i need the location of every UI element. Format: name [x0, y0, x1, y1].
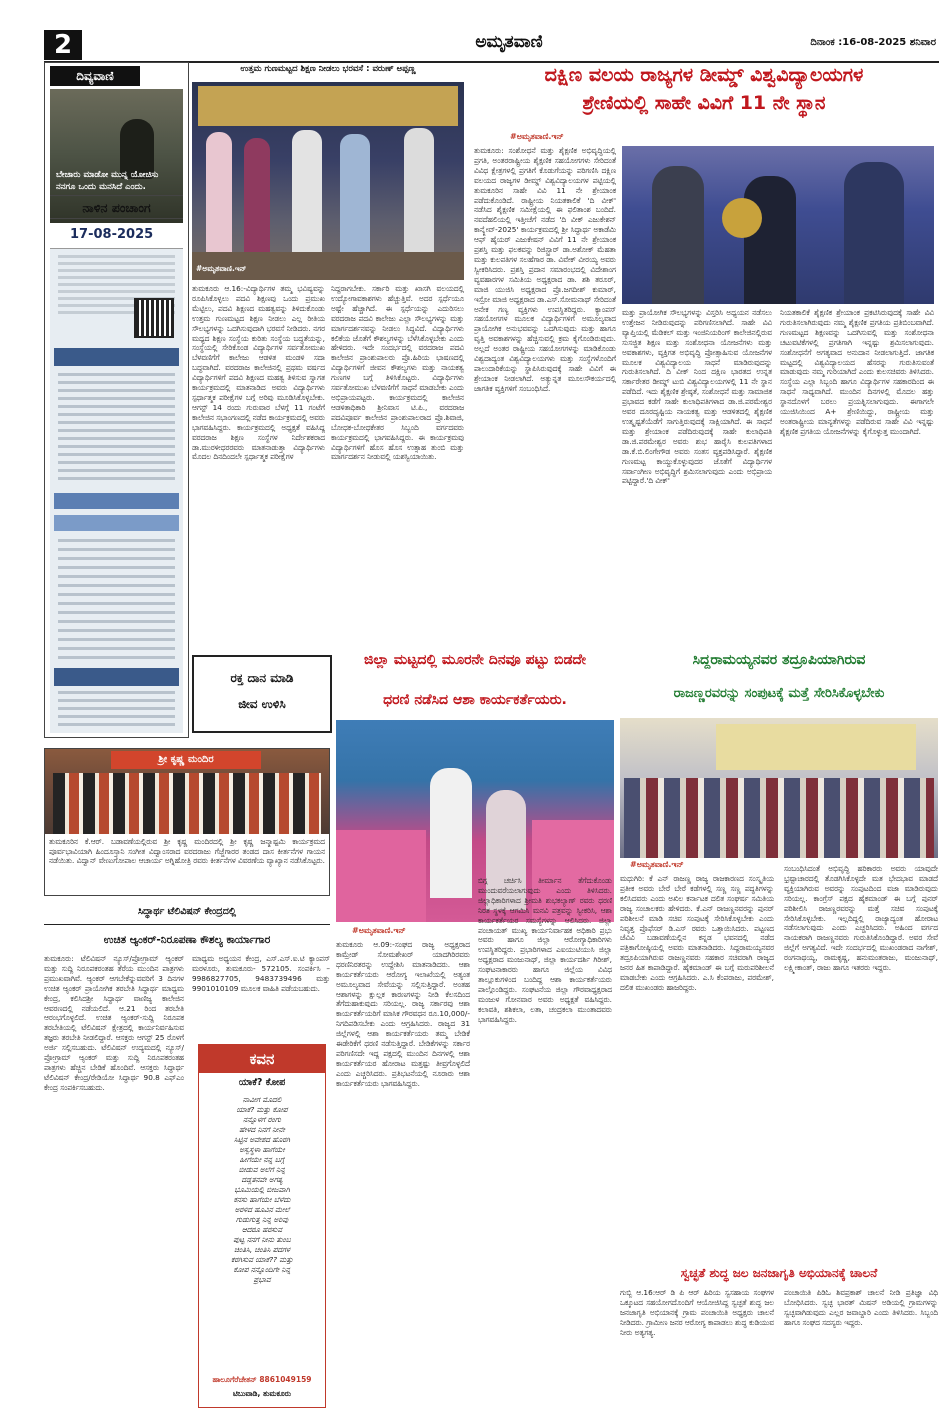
- protest-man: [430, 768, 472, 898]
- rajanna-col1: ಮಧುಗಿರಿ: ಕೆ ಎನ್ ರಾಜಣ್ಣ ರಾಜ್ಯ ರಾಜಕಾರಣದ ಸಂಸ್ಕೃತಿಯ ಪ್ರತೀಕ ಅವರು ಬೇರೆ ಬೇರೆ ಕಡೆಗಳಲ್ಲಿ ಸಣ್ಣ ಸಣ್ಣ ಪದ್ಧತಿಗಳನ್ನು ಕಲಿಸಿದವರು ಎಂದು ಅಖಿಲ ಕರ್ನಾಟಕ ದಲಿತ ಸಂಘರ್ಷ ಸಮಿತಿಯ ರಾಜ್ಯ ಸಂಚಾಲಕರು ಹೇಳಿದರು. ಕೆ.ಎನ್ ರಾಜಣ್ಣನವರನ್ನು ಪುನರ್ ಪರಿಶೀಲನೆ ಮಾಡಿ ಸಚಿವ ಸಂಪುಟಕ್ಕೆ ಸೇರಿಸಿಕೊಳ್ಳಬೇಕು ಎಂದು ನಿವೃತ್ತ ಪ್ರೊಫೆಸರ್ ಡಿ.ಎಸ್ ರವರು ಒತ್ತಾಯಿಸಿದರು. ಪಟ್ಟಣದ ಜೆವಿವಿ ಬಡಾವಣೆಯಲ್ಲಿನ ಕನ್ನಡ ಭವನದಲ್ಲಿ ನಡೆದ ಪತ್ರಿಕಾಗೋಷ್ಠಿಯಲ್ಲಿ ಅವರು ಮಾತನಾಡಿದರು. ಸಿದ್ದರಾಮಯ್ಯನವರ ತದ್ರೂಪಿಯಾಗಿರುವ ರಾಜಣ್ಣನವರು ಸಹಕಾರ ಸಚಿವರಾಗಿ ರಾಜ್ಯದ ಜನರ ಹಿತ ಕಾಪಾಡಿದ್ದಾರೆ. ಹೈಕಮಾಂಡ್ ಈ ಬಗ್ಗೆ ಮರುಪರಿಶೀಲನೆ ಮಾಡಬೇಕು ಎಂದು ಆಗ್ರಹಿಸಿದರು. ಎ.ಸಿ ಕೆಂಪರಾಜು, ಪರಮೇಶ್, ದಲಿತ ಮುಖಂಡರು ಹಾಜರಿದ್ದರು.: [620, 874, 774, 992]
- sahe-byline: #ಅಮೃತವಾಣಿ.ಇನ್: [510, 132, 564, 141]
- calendar-lines-bottom: [58, 691, 175, 727]
- person-5: [404, 128, 434, 254]
- calendar-qr-code: [134, 298, 174, 338]
- siddharth-headline: ಉಚಿತ ಆ್ಯಂಕರ್-ನಿರೂಪಣಾ ಕೌಶಲ್ಯ ಕಾರ್ಯಾಗಾರ: [103, 934, 271, 946]
- article-krishna: [44, 748, 330, 896]
- blood-donation-box: [192, 655, 332, 733]
- stage-banner: [198, 86, 458, 126]
- calendar-band-3: [54, 515, 179, 531]
- sahe-col1: ತುಮಕೂರು: ಸಂಶೋಧನೆ ಮತ್ತು ಶೈಕ್ಷಣಿಕ ಅಭಿವೃದ್ಧಿಯಲ್ಲಿ ಪ್ರಗತಿ, ಅಂತರರಾಷ್ಟ್ರೀಯ ಶೈಕ್ಷಣಿಕ ಸಹಯೋಗಗಳು ಸೇರಿದಂತೆ ವಿವಿಧ ಕ್ಷೇತ್ರಗಳಲ್ಲಿ ಪ್ರಗತಿಗೆ ಕೊಡುಗೆಯನ್ನು ಪರಿಗಣಿಸಿ ದಕ್ಷಿಣ ವಲಯದ ರಾಜ್ಯಗಳ ಡೀಮ್ಡ್ ವಿಶ್ವವಿದ್ಯಾಲಯಗಳ ಪಟ್ಟಿಯಲ್ಲಿ ತುಮಕೂರಿನ ಸಾಹೇ ವಿವಿ 11 ನೇ ಶ್ರೇಯಾಂಕ ಪಡೆದುಕೊಂಡಿದೆ. ರಾಷ್ಟ್ರೀಯ ನಿಯತಕಾಲಿಕೆ 'ದಿ ವೀಕ್' ನಡೆಸಿದ ಶೈಕ್ಷಣಿಕ ಸಮೀಕ್ಷೆಯಲ್ಲಿ ಈ ಫಲಿತಾಂಶ ಬಂದಿದೆ. ನವದೆಹಲಿಯಲ್ಲಿ ಇತ್ತೀಚೆಗೆ ನಡೆದ 'ದಿ ವೀಕ್ ಎಜುಕೇಶನ್ ಕಾನ್ಕ್ಲೇವ್-2025' ಕಾರ್ಯಕ್ರಮದಲ್ಲಿ ಶ್ರೀ ಸಿದ್ಧಾರ್ಥ ಅಕಾಡೆಮಿ ಆಫ್ ಹೈಯರ್ ಎಜುಕೇಷನ್ ವಿವಿಗೆ 11 ನೇ ಶ್ರೇಯಾಂಕ ಪ್ರಶಸ್ತಿ ಮತ್ತು ಫಲಕವನ್ನು ರಿಜಿಸ್ಟ್ರಾರ್ ಡಾ.ಅಶೋಕ್ ಮೆಹತಾ ಮತ್ತು ಕುಲಪತಿಗಳ ಸಲಹೆಗಾರ ಡಾ. ವಿವೇಕ್ ವೀರಯ್ಯ ಅವರು ಸ್ವೀಕರಿಸಿದರು. ಪ್ರಶಸ್ತಿ ಪ್ರದಾನ ಸಮಾರಂಭದಲ್ಲಿ ವಿದೇಶಾಂಗ ವ್ಯವಹಾರಗಳ ಸಮಿತಿಯ ಅಧ್ಯಕ್ಷರಾದ ಡಾ. ಶಶಿ ತರೂರ್, ಮಾಜಿ ಯುಜಿಸಿ ಅಧ್ಯಕ್ಷರಾದ ಪ್ರೊ.ಜಗದೀಶ್ ಕುಮಾರ್, ಇಸ್ರೋ ಮಾಜಿ ಅಧ್ಯಕ್ಷರಾದ ಡಾ.ಎಸ್.ಸೋಮನಾಥ್ ಸೇರಿದಂತೆ ಅನೇಕ ಗಣ್ಯ ವ್ಯಕ್ತಿಗಳು ಉಪಸ್ಥಿತರಿದ್ದರು. ಕ್ಯಾಂಪಸ್ ಸಹಯೋಗಗಳ ಮೂಲಕ ವಿದ್ಯಾರ್ಥಿಗಳಿಗೆ ಅಮೂಲ್ಯವಾದ ಪ್ರಾಯೋಗಿಕ ಅನುಭವವನ್ನು ಒದಗಿಸುವುದು ಮತ್ತು ಹಾಗೂ ವೃತ್ತಿ ಅವಕಾಶಗಳನ್ನು ಹೆಚ್ಚಿಸುವಲ್ಲಿ ಕ್ರಮ ಕೈಗೊಂಡಿರುವುದು. ಅಲ್ಲದೆ ಅಂತರ ರಾಷ್ಟ್ರೀಯ ಸಹಯೋಗಗಳನ್ನು ಮಾಡಿಕೊಂಡು ವಿಶ್ವದಾದ್ಯಂತ ವಿಶ್ವವಿದ್ಯಾಲಯಗಳು ಮತ್ತು ಸಂಸ್ಥೆಗಳೊಂದಿಗೆ ಪಾಲುದಾರಿಕೆಯನ್ನು ಸ್ಥಾಪಿಸಿರುವುದಕ್ಕೆ ಸಾಹೇ ವಿವಿಗೆ ಈ ಶ್ರೇಯಾಂಕ ನೀಡಲಾಗಿದೆ. ಅತ್ಯುನ್ನತ ಮೂಲಸೌಕರ್ಯದಲ್ಲಿ ಜಾಗತಿಕ ವ್ಯಕ್ತಿಗಳಿಗೆ ಸಂಬಂಧಿಸಿದೆ.: [474, 146, 616, 393]
- rajanna-meeting-photo: [620, 718, 938, 858]
- kavana-place: ಟಿಬುವಾಡಿ, ತುಮಕೂರು: [232, 1389, 291, 1398]
- sahe-headline-1: ದಕ್ಷಿಣ ವಲಯ ರಾಜ್ಯಗಳ ಡೀಮ್ಡ್ ವಿಶ್ವವಿದ್ಯಾಲಯಗಳ: [544, 64, 864, 86]
- temple-people: [53, 773, 321, 834]
- rajanna-byline: #ಅಮೃತವಾಣಿ.ಇನ್: [630, 860, 684, 869]
- kavana-box: [198, 1044, 326, 1408]
- calendar-lines-low: [58, 539, 175, 659]
- rajanna-col2: ಸಂಬಂಧಿಸಿದಂತೆ ಅಭಿವೃದ್ಧಿ ಹರಿಕಾರರು ಅವರು ಯಾವುದೇ ಭ್ರಷ್ಟಾಚಾರದಲ್ಲಿ ತೊಡಗಿಸಿಕೊಳ್ಳದೇ ಮತ ಭೇದಭಾವ ಮಾಡದೆ ವ್ಯಕ್ತಿಯಾಗಿರುವ ಅವರನ್ನು ಸಂಪುಟದಿಂದ ವಜಾ ಮಾಡಿರುವುದು ಸರಿಯಲ್ಲ. ಕಾಂಗ್ರೆಸ್ ಪಕ್ಷದ ಹೈಕಮಾಂಡ್ ಈ ಬಗ್ಗೆ ಪುನರ್ ಪರಿಶೀಲಿಸಿ ರಾಜಣ್ಣರವರನ್ನು ಮತ್ತೆ ಸಚಿವ ಸಂಪುಟಕ್ಕೆ ಸೇರಿಸಿಕೊಳ್ಳಬೇಕು. ಇಲ್ಲದಿದ್ದಲ್ಲಿ ರಾಜ್ಯಾದ್ಯಂತ ಹೋರಾಟ ನಡೆಸಲಾಗುವುದು ಎಂದು ಎಚ್ಚರಿಸಿದರು. ಅಹಿಂದ ವರ್ಗದ ನಾಯಕರಾಗಿ ರಾಜಣ್ಣನವರು ಗುರುತಿಸಿಕೊಂಡಿದ್ದಾರೆ. ಅವರ ಸೇವೆ ಜಿಲ್ಲೆಗೆ ಅಗತ್ಯವಿದೆ. ಇದೇ ಸಂದರ್ಭದಲ್ಲಿ ಮುಖಂಡರಾದ ನಾಗೇಶ್, ರಂಗನಾಥಯ್ಯ, ರಾಮಕೃಷ್ಣ, ಹನುಮಂತರಾಜು, ಮಂಜುನಾಥ್, ಲಕ್ಷ್ಮೀಕಾಂತ್, ರಾಜು ಹಾಗೂ ಇತರರು ಇದ್ದರು.: [784, 864, 938, 973]
- person-4: [340, 134, 370, 254]
- rajanna-headline-2: ರಾಜಣ್ಣರವರನ್ನು ಸಂಪುಟಕ್ಕೆ ಮತ್ತೆ ಸೇರಿಸಿಕೊಳ್ಳಬೇಕು: [673, 686, 885, 701]
- kavana-title: ಕವನ: [199, 1045, 325, 1073]
- masthead-title: ಅಮೃತವಾಣಿ: [475, 32, 543, 52]
- siddharth-col1: ತುಮಕೂರು: ಟೆಲಿವಿಷನ್ ನ್ಯೂಸ್/ಪ್ರೋಗ್ರಾಮ್ ಆ್ಯಂಕರ್ ಮತ್ತು ಸುದ್ದಿ ನಿರೂಪಕರಂತಹ ತೆರೆಯ ಮುಂದಿನ ಪಾತ್ರಗಳು ಪ್ರಮುಖವಾಗಿವೆ. ಆ್ಯಂಕರ್ ಆಗಬೇಕೆನ್ನುವವರಿಗೆ 3 ದಿನಗಳ ಉಚಿತ ಆ್ಯಂಕರ್ ಪ್ರಾಯೋಗಿಕ ತರಬೇತಿ ಸಿದ್ಧಾರ್ಥ ಮಾಧ್ಯಮ ಕೇಂದ್ರ, ಕಲಿಸಿದಶ್ರೀ ಸಿದ್ಧಾರ್ಥ ವಾಣಿಜ್ಯ ಕಾಲೇಜಿನ ಆವರಣದಲ್ಲಿ ನಡೆಯಲಿದೆ. ಆ.21 ರಿಂದ ತರಬೇತಿ ಆರಂಭಗೊಳ್ಳಲಿದೆ. ಉಚಿತ ಆ್ಯಂಕರ್-ಸುದ್ದಿ ನಿರೂಪಕ ತರಬೇತಿಯಲ್ಲಿ ಟೆಲಿವಿಷನ್ ಕ್ಷೇತ್ರದಲ್ಲಿ ಕಾರ್ಯನಿರ್ವಹಿಸುವ ತಜ್ಞರು ತರಬೇತಿ ನೀಡಲಿದ್ದಾರೆ. ಆಸಕ್ತರು ಆಗಸ್ಟ್ 25 ರೊಳಗೆ ಅರ್ಜಿ ಸಲ್ಲಿಸಬಹುದು. ಟೆಲಿವಿಷನ್ ಉದ್ಯಮದಲ್ಲಿ ನ್ಯೂಸ್/ಪ್ರೋಗ್ರಾಮ್ ಆ್ಯಂಕರ್ ಮತ್ತು ಸುದ್ದಿ ನಿರೂಪಕರಂತಹ ಪಾತ್ರಗಳು ಹೆಚ್ಚಿನ ಬೇಡಿಕೆ ಹೊಂದಿವೆ. ಆಸಕ್ತರು ಸಿದ್ಧಾರ್ಥ ಟೆಲಿವಿಷನ್ ಕೇಂದ್ರ/ರೇಡಿಯೋ ಸಿದ್ಧಾರ್ಥ 90.8 ಎಫ್ಎಂ ಕೇಂದ್ರ ಸಂಪರ್ಕಿಸಬಹುದು.: [44, 954, 184, 1092]
- calendar-band-2: [54, 493, 179, 509]
- crowd-left: [336, 830, 426, 922]
- sahe-headline-2: ಶ್ರೇಣಿಯಲ್ಲಿ ಸಾಹೇ ವಿವಿಗೆ 11 ನೇ ಸ್ಥಾನ: [582, 92, 826, 114]
- varadaraj-col1: ತುಮಕೂರು ಆ.16:-ವಿದ್ಯಾರ್ಥಿಗಳ ತಮ್ಮ ಭವಿಷ್ಯವನ್ನು ರೂಪಿಸಿಕೊಳ್ಳಲು ಪದವಿ ಶಿಕ್ಷಣವು ಒಂದು ಪ್ರಮುಖ ಮೆಟ್ಟಿಲು, ಪದವಿ ಶಿಕ್ಷಣದ ಮಹತ್ವವನ್ನು ತಿಳಿದುಕೊಂಡು ಉತ್ತಮ ಗುಣಮಟ್ಟದ ಶಿಕ್ಷಣ ನೀಡಲು ಎಲ್ಲ ರೀತಿಯ ಸೌಲಭ್ಯಗಳನ್ನು ಒದಗಿಸುವುದಾಗಿ ಭರವಸೆ ನೀಡಿದರು. ನಗರ ಮಧ್ಯದ ಶಿಕ್ಷಣ ಸಂಸ್ಥೆಯ ಕುರಿತು ಸಂಸ್ಥೆಯ ಬದ್ಧತೆಯನ್ನು, ಸಂಸ್ಥೆಯಲ್ಲಿ ಸೇರಿಕೊಂಡ ವಿದ್ಯಾರ್ಥಿಗಳ ಸರ್ವತೋಮುಖ ಬೆಳವಣಿಗೆಗೆ ಕಾಲೇಜು ಆಡಳಿತ ಮಂಡಳಿ ಸದಾ ಬದ್ಧವಾಗಿದೆ. ವರದರಾಜ ಕಾಲೇಜಿನಲ್ಲಿ ಪ್ರಥಮ ವರ್ಷದ ವಿದ್ಯಾರ್ಥಿಗಳಿಗೆ ಪದವಿ ಶಿಕ್ಷಣದ ಮಹತ್ವ ತಿಳಿಸುವ ಸ್ವಾಗತ ಕಾರ್ಯಕ್ರಮದಲ್ಲಿ ಮಾತನಾಡಿದ ಅವರು ವಿದ್ಯಾರ್ಥಿಗಳು ಸ್ಪರ್ಧಾತ್ಮಕ ಪರೀಕ್ಷೆಗಳ ಬಗ್ಗೆ ಅರಿವು ಮೂಡಿಸಿಕೊಳ್ಳಬೇಕು. ಆಗಸ್ಟ್ 14 ರಂದು ಗುರುವಾರ ಬೆಳಗ್ಗೆ 11 ಗಂಟೆಗೆ ಕಾಲೇಜಿನ ಸಭಾಂಗಣದಲ್ಲಿ ನಡೆದ ಕಾರ್ಯಕ್ರಮದಲ್ಲಿ ಅವರು ಭಾಗವಹಿಸಿದ್ದರು. ಕಾರ್ಯಕ್ರಮದಲ್ಲಿ ಅಧ್ಯಕ್ಷತೆ ವಹಿಸಿದ್ದ ವರದರಾಜ ಶಿಕ್ಷಣ ಸಂಸ್ಥೆಗಳ ನಿರ್ದೇಶಕರಾದ ಡಾ.ಮುರಳೀಧರರವರು ಮಾತನಾಡುತ್ತಾ ವಿದ್ಯಾರ್ಥಿಗಳು ಮೊದಲ ದಿನದಿಂದಲೇ ಸ್ಪರ್ಧಾತ್ಮಕ ಪರೀಕ್ಷೆಗಳ: [192, 284, 325, 462]
- kavana-author: ಹಾಲೂಗೆರೆಚೇತನ್ 8861049159: [212, 1375, 312, 1384]
- krishna-photo: [45, 749, 329, 834]
- varadaraj-col2: ನಿದ್ದರಾಗಬೇಕು. ಸರ್ಕಾರಿ ಮತ್ತು ಖಾಸಗಿ ವಲಯದಲ್ಲಿ ಉದ್ಯೋಗಾವಕಾಶಗಳು ಹೆಚ್ಚುತ್ತಿವೆ. ಅದರ ಸ್ಪರ್ಧೆಯೂ ಅಷ್ಟೇ ಹೆಚ್ಚಾಗಿದೆ. ಈ ಸ್ಪರ್ಧೆಯನ್ನು ಎದುರಿಸಲು ವರದರಾಜ ಪದವಿ ಕಾಲೇಜು ಎಲ್ಲಾ ಸೌಲಭ್ಯಗಳನ್ನು ಮತ್ತು ಮಾರ್ಗದರ್ಶನವನ್ನು ನೀಡಲು ಸಿದ್ಧವಿದೆ. ವಿದ್ಯಾರ್ಥಿಗಳು ಕಲಿಕೆಯ ಜೊತೆಗೆ ಕೌಶಲ್ಯಗಳನ್ನು ಬೆಳೆಸಿಕೊಳ್ಳಬೇಕು ಎಂದು ಹೇಳಿದರು. ಇದೇ ಸಂದರ್ಭದಲ್ಲಿ ವರದರಾಜ ಪದವಿ ಕಾಲೇಜಿನ ಪ್ರಾಂಶುಪಾಲರು ಪ್ರೊ.ಹಿರಿಯ ಭಾಷಣದಲ್ಲಿ ವಿದ್ಯಾರ್ಥಿಗಳಿಗೆ ಜೀವನ ಕೌಶಲ್ಯಗಳು ಮತ್ತು ನಾಯಕತ್ವ ಗುಣಗಳ ಬಗ್ಗೆ ತಿಳಿಸಿಕೊಟ್ಟರು. ವಿದ್ಯಾರ್ಥಿಗಳು ಸರ್ವತೋಮುಖ ಬೆಳವಣಿಗೆಗೆ ಸಾಧನೆ ಮಾಡಬೇಕು ಎಂದು ಅಭಿಪ್ರಾಯಪಟ್ಟರು. ಕಾರ್ಯಕ್ರಮದಲ್ಲಿ ಕಾಲೇಜಿನ ಆಡಳಿತಾಧಿಕಾರಿ ಶ್ರೀನಿವಾಸ ಟಿ.ಪಿ., ವರದರಾಜ ಪದವಿಪೂರ್ವ ಕಾಲೇಜಿನ ಪ್ರಾಂಶುಪಾಲರಾದ ಪ್ರೊ.ಶಿವಾಜಿ, ಬೋಧಕ-ಬೋಧಕೇತರ ಸಿಬ್ಬಂದಿ ವರ್ಗದವರು ಕಾರ್ಯಕ್ರಮದಲ್ಲಿ ಭಾಗವಹಿಸಿದ್ದರು. ಈ ಕಾರ್ಯಕ್ರಮವು ವಿದ್ಯಾರ್ಥಿಗಳಿಗೆ ಹೊಸ ಹೊಸ ಉತ್ಸಾಹ ತುಂಬಿ ಮತ್ತು ಮಾರ್ಗದರ್ಶನ ನೀಡುವಲ್ಲಿ ಯಶಸ್ವಿಯಾಯಿತು.: [331, 284, 464, 462]
- calendar-lines-mid: [58, 373, 175, 483]
- award-person-2: [744, 176, 796, 304]
- article-rajanna: [620, 650, 938, 1262]
- award-person-1: [652, 166, 704, 304]
- kavana-poem-title: ಯಾಕೆ? ಕೋಪ: [238, 1077, 286, 1088]
- person-2: [244, 138, 270, 252]
- sahe-col3: ನಿಯತಕಾಲಿಕೆ ಶೈಕ್ಷಣಿಕ ಶ್ರೇಯಾಂಕ ಪ್ರಕಟಿಸಿರುವುದಕ್ಕೆ ಸಾಹೇ ವಿವಿ ಗುರುತಿಸಲಾಗಿರುವುದು ನಮ್ಮ ಶೈಕ್ಷಣಿಕ ಪ್ರಗತಿಯ ಪ್ರತಿಬಿಂಬವಾಗಿದೆ. ಗುಣಮಟ್ಟದ ಶಿಕ್ಷಣವನ್ನು ಒದಗಿಸುವಲ್ಲಿ ಮತ್ತು ಸಂಶೋಧನಾ ಚಟುವಟಿಕೆಗಳಲ್ಲಿ ಪ್ರಗತಿಗಾಗಿ ಇನ್ನಷ್ಟು ಶ್ರಮಿಸಲಾಗುವುದು. ಸಂಶೋಧನೆಗೆ ಅಗತ್ಯವಾದ ಅನುದಾನ ನೀಡಲಾಗುತ್ತಿದೆ. ಜಾಗತಿಕ ಮಟ್ಟದಲ್ಲಿ ವಿಶ್ವವಿದ್ಯಾಲಯದ ಹೆಸರನ್ನು ಗುರುತಿಸುವಂತೆ ಮಾಡುವುದು ನಮ್ಮ ಗುರಿಯಾಗಿದೆ ಎಂದು ಕುಲಸಚಿವರು ತಿಳಿಸಿದರು. ಸಂಸ್ಥೆಯ ಎಲ್ಲಾ ಸಿಬ್ಬಂದಿ ಹಾಗೂ ವಿದ್ಯಾರ್ಥಿಗಳ ಸಹಕಾರದಿಂದ ಈ ಸಾಧನೆ ಸಾಧ್ಯವಾಗಿದೆ. ಮುಂದಿನ ದಿನಗಳಲ್ಲಿ ಮೊದಲ ಹತ್ತು ಸ್ಥಾನದೊಳಗೆ ಬರಲು ಪ್ರಯತ್ನಿಸಲಾಗುವುದು. ಈಗಾಗಲೇ ಯುಜಿಸಿಯಿಂದ A+ ಶ್ರೇಣಿಯಿದ್ದು, ರಾಷ್ಟ್ರೀಯ ಮತ್ತು ಅಂತರಾಷ್ಟ್ರೀಯ ಮಾನ್ಯತೆಗಳನ್ನು ಪಡೆದಿರುವ ಸಾಹೇ ವಿವಿ ಇನ್ನಷ್ಟು ಶೈಕ್ಷಣಿಕ ಪ್ರಗತಿಯ ಯೋಜನೆಗಳನ್ನು ಕೈಗೊಳ್ಳುತ್ತ ಮುಂದಾಗಿದೆ.: [780, 308, 934, 436]
- varadaraj-photo: [192, 82, 464, 280]
- people-row: [624, 778, 934, 858]
- blood-line-2: ಜೀವ ಉಳಿಸಿ: [238, 697, 286, 711]
- divyavani-quote: ಬೇಜಾರು ಮಾಡೋ ಮುನ್ನ ಯೋಚಿಸು ನನಗೂ ಒಂದು ಮನಸಿದೆ ಎಂದು.: [56, 170, 159, 192]
- asha-headline-2: ಧರಣಿ ನಡೆಸಿದ ಆಶಾ ಕಾರ್ಯಕರ್ತೆಯರು.: [383, 692, 567, 708]
- article-kicker: ಉತ್ತಮ ಗುಣಮಟ್ಟದ ಶಿಕ್ಷಣ ನೀಡಲು ಭರವಸೆ : ವರುಣ್ ಅಪ್ಪಣ್ಣ: [240, 64, 416, 74]
- person-1: [206, 132, 232, 252]
- sidebar: [44, 62, 189, 738]
- temple-sign: ಶ್ರೀ ಕೃಷ್ಣ ಮಂದಿರ: [111, 751, 261, 769]
- page-number: 2: [44, 30, 82, 60]
- asha-byline: #ಅಮೃತವಾಣಿ.ಇನ್: [352, 926, 406, 935]
- swachhate-headline: ಸ್ವಚ್ಛತೆ ಶುದ್ಧ ಜಲ ಜನಜಾಗೃತಿ ಅಭಿಯಾನಕ್ಕೆ ಚಾಲನೆ: [680, 1266, 878, 1280]
- siddharth-col2: ಮಾಧ್ಯಮ ಅಧ್ಯಯನ ಕೇಂದ್ರ, ಎಸ್.ಎಸ್.ಐ.ಟಿ ಕ್ಯಾಂಪಸ್ ಮರಳೂರು, ತುಮಕೂರು- 572105. ಸಂಪರ್ಕಿಸಿ – 9986827705, 9483739496 ಮತ್ತು 9901010109 ಮೂಲಕ ವಾಹಿತಿ ಪಡೆಯಬಹುದು.: [192, 954, 330, 993]
- person-3: [292, 130, 322, 254]
- article-asha: [336, 650, 614, 1410]
- siddharth-kicker: ಸಿದ್ಧಾರ್ಥ ಟೆಲಿವಿಷನ್ ಕೇಂದ್ರದಲ್ಲಿ: [137, 906, 237, 917]
- masthead: [44, 30, 939, 62]
- siddharth-rule: [44, 924, 330, 925]
- masthead-date: ದಿನಾಂಕ :16-08-2025 ಶನಿವಾರ: [810, 37, 936, 48]
- calendar-band-4: [54, 668, 179, 686]
- article-sahe: [470, 62, 938, 650]
- calendar-date: 17-08-2025: [70, 227, 154, 242]
- article-varadaraj: [192, 62, 464, 648]
- rajanna-headline-1: ಸಿದ್ದರಾಮಯ್ಯನವರ ತದ್ರೂಪಿಯಾಗಿರುವ: [692, 652, 866, 668]
- award-person-3: [844, 162, 904, 304]
- panchanga-calendar: [50, 223, 183, 733]
- calendar-date-banner: [50, 223, 183, 249]
- panchanga-header: ನಾಳಿನ ಪಂಚಾಂಗ: [50, 195, 183, 219]
- kavana-poem: ನಾವೀಗ ಮೊದಲಿ ಯಾಕೆ? ಮತ್ತು ಕೋಪ ನನ್ನೊಳಗೆ ರಂಗು ಹೇಳದ ನಿನಗೆ ನೀನೇ ಸಿಟ್ಟಿನ ಅವೇಶದ ಹೊರಗಿ ಅಸ್ವಸ್ಥಳಾ ಹಾಗೆಯೇ ಹೀಗೆಯೇ ನನ್ನ ಬಗ್ಗೆ ಬೀಡುವ ಅಲೆಗೆ ನಿನ್ನ ದಡ್ಡತನವೇ ಅಗತ್ಯ ಭೂಮಿಯಲ್ಲಿ ಬೀಜವಾಗಿ ಕನಸು ಹಾಗೆಯೇ ಬೆಳೆದು ಅರಳಿದ ಹೂವಿನ ಮೇಲೆ ಗುಡುಗುತ್ತ ನಿನ್ನ ಅರಿವು ಆದರೂ ಹರಸುವ ಪುಟ್ಟ ನನಗೆ ನೀನು ತುಂಬ ಚಿಂತಿಸಿ, ಚಿಂತಿಸಿ ಪದಗಳ ಕರಗಿಸುವ ಯಾಕೆ?? ಮತ್ತು ಕೋಪ ನನ್ನೊಂದಿಗೇ ನಿನ್ನ ಪ್ರಭಾವ: [230, 1095, 294, 1284]
- photo-tag: #ಅಮೃತವಾಣಿ.ಇನ್: [196, 264, 247, 273]
- swachhate-col2: ಪಂಚಾಯಿತಿ ಪಿಡಿಓ ಶಿವಪ್ರಕಾಶ್ ಚಾಲನೆ ನೀಡಿ ಪ್ರತಿಜ್ಞಾ ವಿಧಿ ಬೋಧಿಸಿದರು. ಸ್ವಚ್ಛ ಭಾರತ್ ಮಿಷನ್ ಅಡಿಯಲ್ಲಿ ಗ್ರಾಮಗಳನ್ನು ಸ್ವಚ್ಛವಾಗಿಡುವುದು ಎಲ್ಲರ ಜವಾಬ್ದಾರಿ ಎಂದು ತಿಳಿಸಿದರು. ಸಿಬ್ಬಂದಿ ಹಾಗೂ ಸಂಘದ ಸದಸ್ಯರು ಇದ್ದರು.: [784, 1288, 938, 1327]
- banner-backdrop: [716, 724, 916, 770]
- divyavani-header: ದಿವ್ಯವಾಣಿ: [50, 66, 140, 86]
- calendar-band-1: [54, 348, 179, 366]
- sahe-award-photo: [622, 146, 934, 304]
- krishna-caption: ತುಮಕೂರಿನ ಕೆ.ಆರ್. ಬಡಾವಣೆಯಲ್ಲಿರುವ ಶ್ರೀ ಕೃಷ್ಣ ಮಂದಿರದಲ್ಲಿ ಶ್ರೀ ಕೃಷ್ಣ ಜನ್ಮಾಷ್ಟಮಿ ಕಾರ್ಯಕ್ರಮದ ಪೂರ್ವಭಾವಿಯಾಗಿ ಹಿಂದೂಸ್ತಾನಿ ಸಂಗೀತ ವಿದ್ವಾಂಸರಾದ ವರದರಾಜು ಗೆಜ್ಜೆಗಾರರ ತಂಡದ ದಾಸ ಕೀರ್ತನೆಗಳ ಗಾಯನ ನಡೆಯಿತು. ವಿದ್ವಾನ್ ವೇಣುಗೋಪಾಲ ಆಚಾರ್ಯ ಅಗ್ನಿಹೋತ್ರಿ ರವರು ಕೀರ್ತನೆಗಳ ವಿವರಣೆಯ ವ್ಯಾಖ್ಯಾನ ನಡೆಸಿಕೊಟ್ಟರು.: [49, 837, 325, 866]
- award-plaque: [722, 198, 762, 238]
- blood-line-1: ರಕ್ತ ದಾನ ಮಾಡಿ: [230, 671, 294, 685]
- asha-col1: ತುಮಕೂರು ಆ.09:-ಸಂಘದ ರಾಜ್ಯ ಅಧ್ಯಕ್ಷರಾದ ಕಾಮ್ರೇಡ್ ಸೋಮಶೇಖರ್ ಯಾದಗಿರಿರವರು ಧರಣಿನಿರತರನ್ನು ಉದ್ದೇಶಿಸಿ ಮಾತನಾಡಿದರು. ಆಶಾ ಕಾರ್ಯಕರ್ತೆಯರು ಆರೋಗ್ಯ ಇಲಾಖೆಯಲ್ಲಿ ಅತ್ಯಂತ ಅಮೂಲ್ಯವಾದ ಸೇವೆಯನ್ನು ಸಲ್ಲಿಸುತ್ತಿದ್ದಾರೆ. ಅಂತಹ ಆಶಾಗಳನ್ನು ಕ್ಷುಲ್ಲಕ ಕಾರಣಗಳನ್ನು ನೀಡಿ ಕೆಲಸದಿಂದ ತೆಗೆದುಹಾಕುವುದು ಸರಿಯಲ್ಲ. ರಾಜ್ಯ ಸರ್ಕಾರವು ಆಶಾ ಕಾರ್ಯಕರ್ತೆಯರಿಗೆ ಮಾಸಿಕ ಗೌರವಧನ ರೂ.10,000/- ನಿಗದಿಪಡಿಸಬೇಕು ಎಂದು ಆಗ್ರಹಿಸಿದರು. ರಾಜ್ಯದ 31 ಜಿಲ್ಲೆಗಳಲ್ಲಿ ಆಶಾ ಕಾರ್ಯಕರ್ತೆಯರು ತಮ್ಮ ಬೇಡಿಕೆ ಈಡೇರಿಕೆಗೆ ಧರಣಿ ನಡೆಸುತ್ತಿದ್ದಾರೆ. ಬೇಡಿಕೆಗಳನ್ನು ಸರ್ಕಾರ ಪರಿಗಣಿಸದೇ ಇದ್ದ ಪಕ್ಷದಲ್ಲಿ ಮುಂದಿನ ದಿನಗಳಲ್ಲಿ ಆಶಾ ಕಾರ್ಯಕರ್ತೆಯರ ಹೋರಾಟ ಮತ್ತಷ್ಟು ತೀವ್ರಗೊಳ್ಳಲಿದೆ ಎಂದು ಎಚ್ಚರಿಸಿದರು. ಪ್ರತಿಭಟನೆಯಲ್ಲಿ ನೂರಾರು ಆಶಾ ಕಾರ್ಯಕರ್ತೆಯರು ಭಾಗವಹಿಸಿದ್ದರು.: [336, 940, 470, 1088]
- swachhate-col1: ಗುಬ್ಬಿ ಆ.16:ಆರ್ ಡಿ ಪಿ ಆರ್ ಹಿರಿಯ ಸ್ವಸಹಾಯ ಸಂಘಗಳ ಒಕ್ಕೂಟದ ಸಹಯೋಗದೊಂದಿಗೆ ಆಯೋಜಿಸಿದ್ದ ಸ್ವಚ್ಛತೆ ಶುದ್ಧ ಜಲ ಜನಜಾಗೃತಿ ಅಭಿಯಾನಕ್ಕೆ ಗ್ರಾಮ ಪಂಚಾಯಿತಿ ಅಧ್ಯಕ್ಷರು ಚಾಲನೆ ನೀಡಿದರು. ಗ್ರಾಮೀಣ ಜನರ ಆರೋಗ್ಯ ಕಾಪಾಡಲು ಶುದ್ಧ ಕುಡಿಯುವ ನೀರು ಅತ್ಯಗತ್ಯ.: [620, 1288, 774, 1337]
- article-swachhate: [620, 1264, 938, 1410]
- asha-col2: ಬಿಗ್ಗ ಚರ್ಚಿಸಿ ತೀರ್ಮಾನ ತೆಗೆದುಕೊಂಡು ಮುಂದುವರೆಯಲಾಗುವುದು ಎಂದು ತಿಳಿಸಿದರು. ಜಿಲ್ಲಾಧಿಕಾರಿಗಳಾದ ಶ್ರೀಮತಿ ಶುಭಕಲ್ಯಾಣ್ ರವರು ಧರಣಿ ನಿರತ ಸ್ಥಳಕ್ಕೆ ಆಗಮಿಸಿ ಮನವಿ ಪತ್ರವನ್ನು ಸ್ವೀಕರಿಸಿ, ಆಶಾ ಕಾರ್ಯಕರ್ತೆಯರ ಸಮಸ್ಯೆಗಳನ್ನು ಆಲಿಸಿದರು. ಜಿಲ್ಲಾ ಪಂಚಾಯತ್ ಮುಖ್ಯ ಕಾರ್ಯನಿರ್ವಾಹಕ ಅಧಿಕಾರಿ ಪ್ರಭು ಅವರು ಹಾಗೂ ಜಿಲ್ಲಾ ಆರೋಗ್ಯಾಧಿಕಾರಿಗಳು ಉಪಸ್ಥಿತರಿದ್ದರು. ಪ್ರಭಾರಿಗಳಾದ ಎಐಯುಟಿಯುಸಿ ಜಿಲ್ಲಾ ಅಧ್ಯಕ್ಷರಾದ ಮಂಜುನಾಥ್, ಜಿಲ್ಲಾ ಕಾರ್ಯದರ್ಶಿ ಗಿರೀಶ್, ಸಂಘಟನಾಕಾರರು ಹಾಗೂ ಜಿಲ್ಲೆಯ ವಿವಿಧ ತಾಲ್ಲೂಕುಗಳಿಂದ ಬಂದಿದ್ದ ಆಶಾ ಕಾರ್ಯಕರ್ತೆಯರು ಪಾಲ್ಗೊಂಡಿದ್ದರು. ಸಂಘಟನೆಯ ಜಿಲ್ಲಾ ಗೌರವಾಧ್ಯಕ್ಷರಾದ ಮಂಜುಳ ಗೋನವಾರ ಅವರು ಅಧ್ಯಕ್ಷತೆ ವಹಿಸಿದ್ದರು. ಕಲಾವತಿ, ಶಶಿಕಲಾ, ಲತಾ, ಚಂದ್ರಕಲಾ ಮುಂತಾದವರು ಭಾಗವಹಿಸಿದ್ದರು.: [478, 876, 612, 1024]
- sahe-col2: ಮತ್ತು ಪ್ರಾಯೋಗಿಕ ಸೌಲಭ್ಯಗಳನ್ನು ವಿಸ್ತರಿಸಿ ಅಧ್ಯಯನ ನಡೆಸಲು ಉತ್ತೇಜನ ನೀಡಿರುವುದನ್ನು ಪರಿಗಣಿಸಲಾಗಿದೆ. ಸಾಹೇ ವಿವಿ ವ್ಯಾಪ್ತಿಯಲ್ಲಿ ಮೆಡಿಕಲ್ ಮತ್ತು ಇಂಜಿನಿಯರಿಂಗ್ ಕಾಲೇಜಿನಲ್ಲಿರುವ ಸುಸಜ್ಜಿತ ಶಿಕ್ಷಣ ಮತ್ತು ಸಂಶೋಧನಾ ಯೋಜನೆಗಳು ಮತ್ತು ಅವಕಾಶಗಳು, ವ್ಯಕ್ತಿಗತ ಅಭಿವೃದ್ಧಿ ಪ್ರೋತ್ಸಾಹಿಸುವ ಯೋಜನೆಗಳ ಮೂಲಕ ವಿಶ್ವವಿದ್ಯಾಲಯ ಸಾಧನೆ ಮಾಡಿರುವುದನ್ನು ಗುರುತಿಸಲಾಗಿದೆ. ದಿ ವೀಕ್ ನಿಂದ ದಕ್ಷಿಣ ಭಾರತದ ಉನ್ನತ ಸರ್ಕಾರೇತರ ಡೀಮ್ಡ್ ಟುಬಿ ವಿಶ್ವವಿದ್ಯಾಲಯಗಳಲ್ಲಿ 11 ನೇ ಸ್ಥಾನ ಪಡೆದಿದೆ. ಇದು ಶೈಕ್ಷಣಿಕ ಶ್ರೇಷ್ಠತೆ, ಸಂಶೋಧನೆ ಮತ್ತು ಸಾಮಾಜಿಕ ಪ್ರಭಾವದ ಕಡೆಗೆ ಸಾಹೇ ಕುಲಾಧಿಪತಿಗಳಾದ ಡಾ.ಜಿ.ಪರಮೇಶ್ವರ ಅವರ ದೂರದೃಷ್ಟಿಯ ನಾಯಕತ್ವ ಮತ್ತು ಆಡಳಿತದಲ್ಲಿ ಶೈಕ್ಷಣಿಕ ಉತ್ಕೃಷ್ಟತೆಯೆಡೆಗೆ ಸಾಗುತ್ತಿರುವುದಕ್ಕೆ ಸಾಕ್ಷಿಯಾಗಿದೆ. ಈ ಸಾಧನೆ ಮತ್ತು ಶ್ರೇಯಾಂಕ ಪಡೆದಿರುವುದಕ್ಕೆ ಸಾಹೇ ಕುಲಾಧಿಪತಿ ಡಾ.ಜಿ.ಪರಮೇಶ್ವರ ಅವರು ಶುಭ ಹಾರೈಸಿ ಕುಲಪತಿಗಳಾದ ಡಾ.ಕೆ.ಬಿ.ಲಿಂಗೇಗೌಡ ಅವರು ಸಂತಸ ವ್ಯಕ್ತಪಡಿಸಿದ್ದಾರೆ. ಶೈಕ್ಷಣಿಕ ಗುಣಮಟ್ಟ ಕಾಯ್ದುಕೊಳ್ಳುವುದರ ಜೊತೆಗೆ ವಿದ್ಯಾರ್ಥಿಗಳ ಸರ್ವಾಂಗೀಣ ಅಭಿವೃದ್ಧಿಗೆ ಶ್ರಮಿಸಲಾಗುವುದು ಎಂದು ಅಭಿಪ್ರಾಯ ಪಟ್ಟಿದ್ದಾರೆ.'ದಿ ವೀಕ್': [622, 308, 772, 486]
- asha-headline-1: ಜಿಲ್ಲಾ ಮಟ್ಟದಲ್ಲಿ ಮೂರನೇ ದಿನವೂ ಪಟ್ಟು ಬಿಡದೇ: [363, 652, 587, 668]
